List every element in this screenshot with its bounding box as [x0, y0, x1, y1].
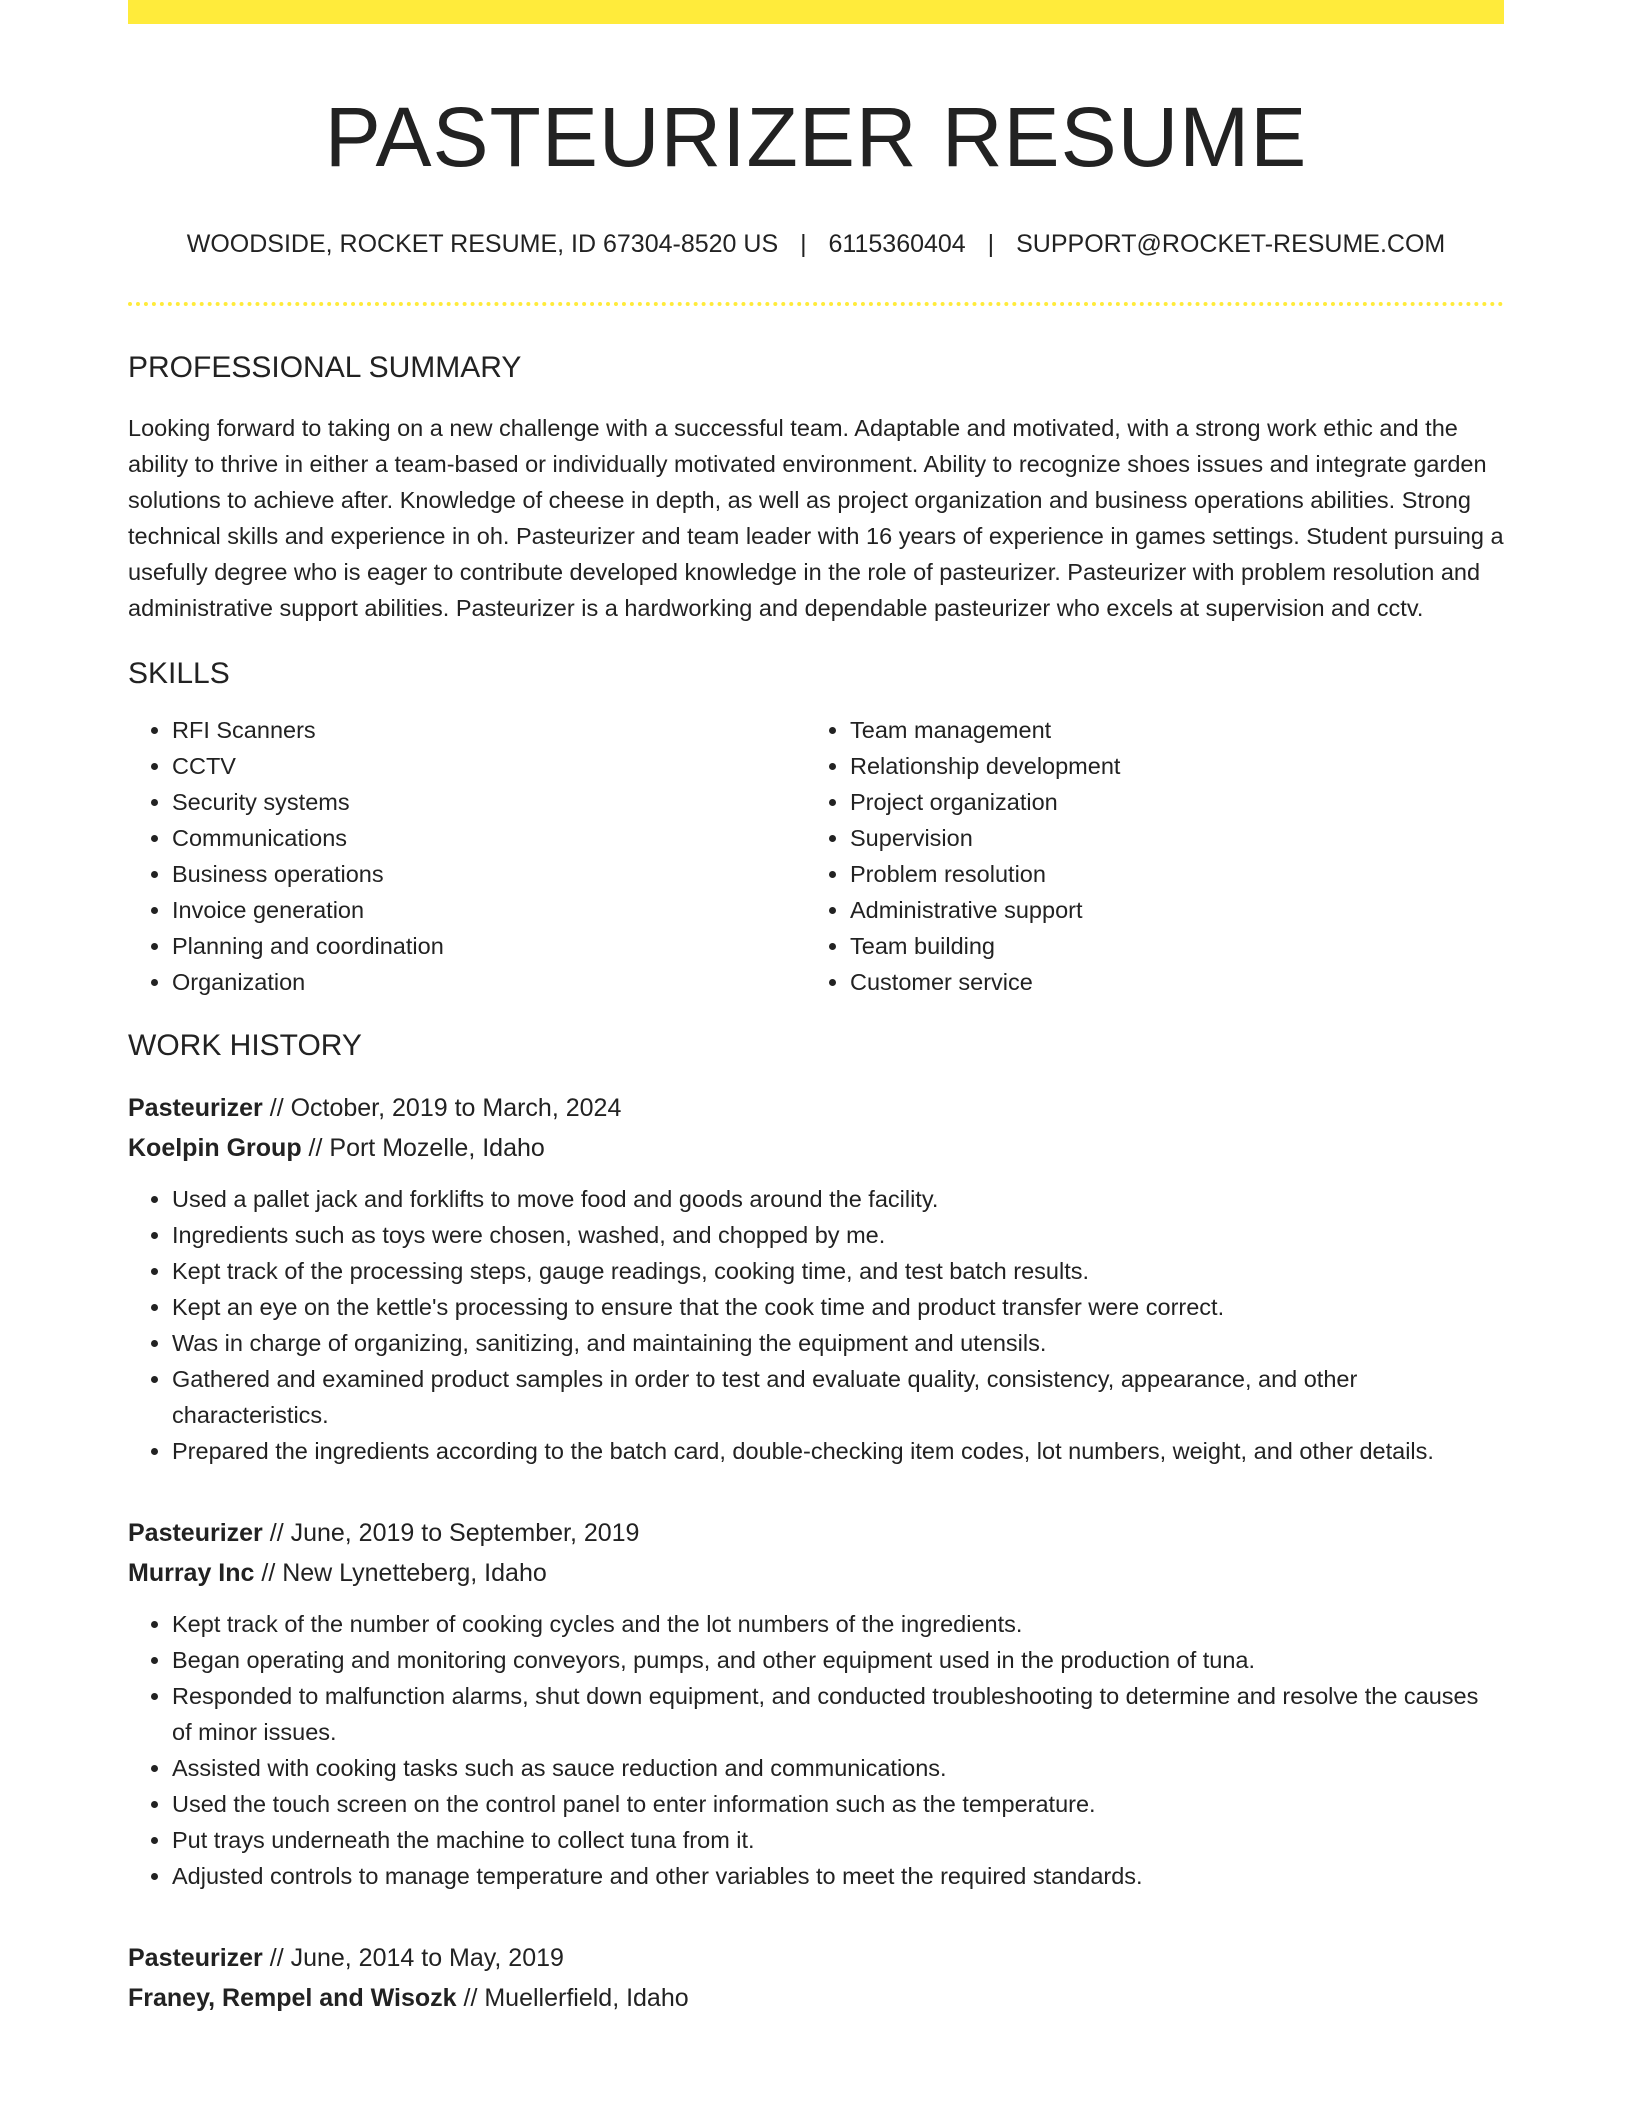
duty-item: • Adjusted controls to manage temperature and other variables to meet the required standards.	[172, 1858, 1504, 1894]
job-title-line	[128, 1513, 1504, 1553]
job-company: Koelpin Group	[128, 1134, 302, 1162]
duty-item: • Used the touch screen on the control panel to enter information such as the temperature.	[172, 1786, 1504, 1822]
job-title: Pasteurizer	[128, 1519, 263, 1547]
skill-item: • Organization	[172, 964, 806, 1000]
skill-item: • RFI Scanners	[172, 712, 806, 748]
job-location: // New Lynetteberg, Idaho	[254, 1559, 547, 1587]
job-entry	[128, 1513, 1504, 1894]
duty-item: • Used a pallet jack and forklifts to move food and goods around the facility.	[172, 1181, 1504, 1217]
contact-separator: |	[987, 230, 995, 258]
dotted-divider	[128, 302, 1504, 306]
skill-item: • Communications	[172, 820, 806, 856]
skill-item: • Invoice generation	[172, 892, 806, 928]
duty-item: • Ingredients such as toys were chosen, washed, and chopped by me.	[172, 1217, 1504, 1253]
skill-item: • Business operations	[172, 856, 806, 892]
duty-item: • Kept track of the processing steps, gauge readings, cooking time, and test batch results.	[172, 1253, 1504, 1289]
job-company-line	[128, 1978, 1504, 2018]
duty-item: • Kept track of the number of cooking cycles and the lot numbers of the ingredients.	[172, 1606, 1504, 1642]
job-duties	[128, 1181, 1504, 1469]
contact-address: WOODSIDE, ROCKET RESUME, ID 67304-8520 US	[186, 230, 779, 258]
contact-line	[128, 226, 1504, 262]
duty-item: • Assisted with cooking tasks such as sauce reduction and communications.	[172, 1750, 1504, 1786]
duty-item: • Was in charge of organizing, sanitizing, and maintaining the equipment and utensils.	[172, 1325, 1504, 1361]
duty-item: • Gathered and examined product samples in order to test and evaluate quality, consistency, appearance, and other characteristics.	[172, 1361, 1504, 1433]
job-entry	[128, 1088, 1504, 1469]
job-title-line	[128, 1088, 1504, 1128]
duty-item: • Kept an eye on the kettle's processing to ensure that the cook time and product transfer were correct.	[172, 1289, 1504, 1325]
duty-item: • Put trays underneath the machine to collect tuna from it.	[172, 1822, 1504, 1858]
job-company-line	[128, 1128, 1504, 1168]
skill-item: • Planning and coordination	[172, 928, 806, 964]
job-company-line	[128, 1553, 1504, 1593]
job-location: // Muellerfield, Idaho	[456, 1984, 689, 2012]
skill-item: • CCTV	[172, 748, 806, 784]
skill-item: • Security systems	[172, 784, 806, 820]
job-entry	[128, 1938, 1504, 2018]
skills-heading: SKILLS	[128, 657, 230, 690]
skills-list-left	[128, 712, 806, 1000]
skill-item: • Administrative support	[850, 892, 1484, 928]
summary-heading: PROFESSIONAL SUMMARY	[128, 351, 522, 384]
skill-item: • Customer service	[850, 964, 1484, 1000]
job-location: // Port Mozelle, Idaho	[301, 1134, 545, 1162]
summary-text: Looking forward to taking on a new challenge with a successful team. Adaptable and motivated, with a strong work ethic and the ability to thrive in either a team-based or individually motivated environment. Ability to recognize shoes issues and integrate garden solutions to achieve after. Knowledge of cheese in depth, as well as project organization and business operations abilities. Strong technical skills and experience in oh. Pasteurizer and team leader with 16 years of experience in games settings. Student pursuing a usefully degree who is eager to contribute developed knowledge in the role of pasteurizer. Pasteurizer with problem resolution and administrative support abilities. Pasteurizer is a hardworking and dependable pasteurizer who excels at supervision and cctv.	[128, 415, 1504, 621]
job-duties	[128, 1606, 1504, 1894]
job-title: Pasteurizer	[128, 1094, 263, 1122]
duty-item: • Began operating and monitoring conveyors, pumps, and other equipment used in the production of tuna.	[172, 1642, 1504, 1678]
work-history-heading: WORK HISTORY	[128, 1029, 362, 1062]
skill-item: • Relationship development	[850, 748, 1484, 784]
job-dates: // June, 2019 to September, 2019	[262, 1519, 640, 1547]
job-title-line	[128, 1938, 1504, 1978]
skill-item: • Team management	[850, 712, 1484, 748]
job-dates: // October, 2019 to March, 2024	[262, 1094, 622, 1122]
skill-item: • Project organization	[850, 784, 1484, 820]
skill-item: • Supervision	[850, 820, 1484, 856]
duty-item: • Prepared the ingredients according to the batch card, double-checking item codes, lot numbers, weight, and other details.	[172, 1433, 1504, 1469]
job-company: Murray Inc	[128, 1559, 255, 1587]
skill-item: • Problem resolution	[850, 856, 1484, 892]
job-company: Franey, Rempel and Wisozk	[128, 1984, 457, 2012]
skills-list-right	[806, 712, 1484, 1000]
duty-item: • Responded to malfunction alarms, shut down equipment, and conducted troubleshooting to determine and resolve the causes of minor issues.	[172, 1678, 1504, 1750]
job-title: Pasteurizer	[128, 1944, 263, 1972]
contact-phone: 6115360404	[828, 230, 966, 258]
contact-separator: |	[800, 230, 807, 258]
job-dates: // June, 2014 to May, 2019	[262, 1944, 564, 1972]
accent-bar	[128, 0, 1504, 24]
resume-content	[128, 0, 1504, 2018]
contact-email: SUPPORT@ROCKET-RESUME.COM	[1016, 230, 1446, 258]
resume-title: PASTEURIZER RESUME	[324, 90, 1308, 184]
skills-columns	[128, 712, 1504, 1000]
skill-item: • Team building	[850, 928, 1484, 964]
